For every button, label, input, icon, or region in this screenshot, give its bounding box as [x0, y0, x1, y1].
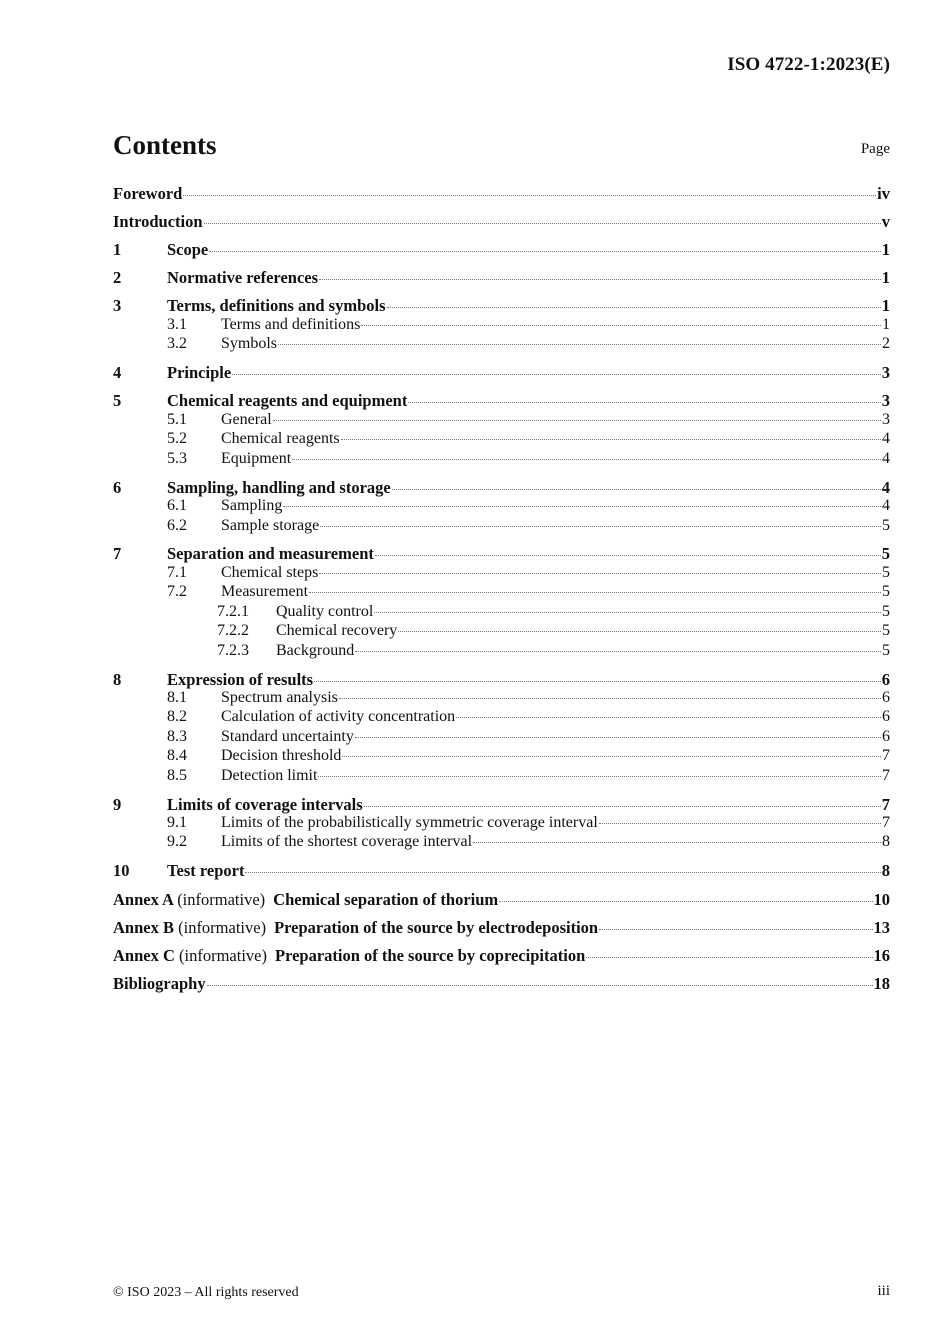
annex-type: (informative) — [178, 917, 267, 937]
toc-entry-number: 5.1 — [167, 410, 187, 428]
toc-entry-title[interactable]: Background — [276, 641, 355, 659]
toc-entry-title[interactable]: Introduction — [113, 212, 203, 232]
toc-entry-page[interactable]: 8 — [881, 861, 890, 881]
annex-title: Preparation of the source by electrodeposition — [274, 917, 599, 937]
toc-entry-title[interactable]: Chemical recovery — [276, 622, 398, 640]
toc-entry-number: 7.2.1 — [217, 602, 249, 620]
dot-leader — [318, 775, 881, 777]
annex-label: Annex B — [113, 917, 174, 937]
toc-entry[interactable] — [113, 296, 890, 316]
dot-leader — [387, 306, 881, 308]
dot-leader — [341, 438, 881, 440]
toc-entry-number: 10 — [113, 861, 130, 881]
toc-entry[interactable] — [113, 670, 890, 690]
toc-entry[interactable] — [113, 564, 890, 583]
annex-type: (informative) — [179, 945, 267, 965]
toc-entry[interactable] — [113, 430, 890, 449]
dot-leader — [319, 572, 881, 574]
toc-entry-page[interactable]: 5 — [882, 641, 890, 659]
dot-leader — [408, 401, 880, 403]
toc-entry-title[interactable]: Quality control — [276, 602, 374, 620]
toc-entry[interactable] — [113, 184, 890, 204]
toc-entry[interactable] — [113, 728, 890, 747]
toc-entry[interactable] — [113, 391, 890, 411]
toc-annex-title-group[interactable] — [113, 918, 598, 938]
toc-entry-number: 6.1 — [167, 497, 187, 515]
toc-entry-page[interactable]: 18 — [873, 973, 890, 993]
toc-entry[interactable] — [113, 603, 890, 622]
toc-entry-title[interactable]: Chemical steps — [221, 563, 319, 581]
toc-entry-page[interactable]: 4 — [882, 430, 890, 448]
dot-leader — [361, 324, 881, 326]
annex-label: Annex C — [113, 945, 175, 965]
toc-entry-title[interactable]: Chemical reagents — [221, 430, 340, 448]
toc-entry-title[interactable]: Limits of coverage intervals — [167, 794, 363, 814]
toc-annex-entry[interactable] — [113, 890, 890, 910]
dot-leader — [339, 697, 881, 699]
dot-leader — [245, 871, 880, 873]
dot-leader — [320, 525, 881, 527]
page-number: iii — [877, 1283, 890, 1299]
dot-leader — [599, 822, 881, 824]
toc-entry-page[interactable]: 10 — [873, 889, 890, 909]
toc-entry-page[interactable]: v — [881, 212, 890, 232]
toc-entry-title[interactable]: Normative references — [167, 268, 319, 288]
toc-entry-title[interactable]: Standard uncertainty — [221, 727, 354, 745]
toc-entry-title[interactable]: Bibliography — [113, 973, 206, 993]
toc-entry-number: 8.3 — [167, 727, 187, 745]
dot-leader — [204, 222, 881, 224]
annex-title: Chemical separation of thorium — [273, 889, 499, 909]
toc-entry[interactable] — [113, 814, 890, 833]
toc-entry-page[interactable]: 6 — [882, 727, 890, 745]
dot-leader — [398, 630, 881, 632]
dot-leader — [355, 736, 881, 738]
toc-entry-page[interactable]: 7 — [881, 794, 890, 814]
toc-entry-page[interactable]: 7 — [882, 814, 890, 832]
toc-entry[interactable] — [113, 583, 890, 602]
toc-entry[interactable] — [113, 747, 890, 766]
toc-entry-number: 9.2 — [167, 833, 187, 851]
dot-leader — [375, 554, 881, 556]
dot-leader — [183, 194, 876, 196]
toc-entry-page[interactable]: 5 — [882, 622, 890, 640]
toc-entry-page[interactable]: 16 — [873, 945, 890, 965]
table-of-contents — [113, 184, 890, 993]
toc-entry-page[interactable]: 7 — [882, 747, 890, 765]
toc-entry[interactable] — [113, 767, 890, 786]
toc-entry[interactable] — [113, 240, 890, 260]
toc-entry[interactable] — [113, 861, 890, 881]
toc-entry-title[interactable]: Test report — [167, 861, 245, 881]
toc-entry-page[interactable]: 6 — [882, 708, 890, 726]
dot-leader — [232, 373, 881, 375]
toc-entry-number: 3.1 — [167, 315, 187, 333]
toc-entry-page[interactable]: 5 — [881, 544, 890, 564]
toc-entry-title[interactable]: Chemical reagents and equipment — [167, 391, 408, 411]
toc-entry-number: 1 — [113, 240, 122, 260]
toc-entry[interactable] — [113, 363, 890, 383]
toc-entry[interactable] — [113, 642, 890, 661]
toc-entry[interactable] — [113, 795, 890, 815]
toc-entry-title[interactable]: Measurement — [221, 583, 309, 601]
dot-leader — [283, 505, 881, 507]
toc-entry-number: 6 — [113, 477, 122, 497]
dot-leader — [207, 984, 873, 986]
toc-entry[interactable] — [113, 450, 890, 469]
toc-entry-page[interactable]: 13 — [873, 917, 890, 937]
annex-label: Annex A — [113, 889, 174, 909]
annex-title: Preparation of the source by coprecipitation — [274, 945, 586, 965]
toc-entry-page[interactable]: 4 — [882, 497, 890, 515]
dot-leader — [473, 841, 881, 843]
toc-entry-number: 7 — [113, 544, 122, 564]
toc-entry-title[interactable]: Sampling — [221, 497, 283, 515]
document-id: ISO 4722-1:2023(E) — [727, 54, 890, 75]
toc-bibliography-entry[interactable] — [113, 974, 890, 994]
toc-entry-title[interactable]: Limits of the probabilistically symmetric coverage interval — [221, 814, 598, 832]
toc-entry-number: 7.2 — [167, 583, 187, 601]
toc-entry-title[interactable]: Terms, definitions and symbols — [167, 296, 386, 316]
dot-leader — [314, 680, 881, 682]
toc-entry-title[interactable]: Spectrum analysis — [221, 689, 338, 707]
toc-entry-number: 5 — [113, 391, 122, 411]
toc-entry-page[interactable]: 1 — [882, 315, 890, 333]
toc-entry[interactable] — [113, 689, 890, 708]
toc-entry-number: 8.5 — [167, 766, 187, 784]
toc-entry-title[interactable]: Scope — [167, 240, 209, 260]
dot-leader — [355, 650, 881, 652]
toc-entry-page[interactable]: 1 — [881, 240, 890, 260]
toc-entry[interactable] — [113, 268, 890, 288]
dot-leader — [273, 419, 881, 421]
dot-leader — [499, 900, 872, 902]
dot-leader — [342, 755, 881, 757]
toc-entry-page[interactable]: 2 — [882, 335, 890, 353]
toc-entry-title[interactable]: General — [221, 410, 272, 428]
toc-annex-title-group[interactable] — [113, 890, 498, 910]
toc-entry-page[interactable]: 6 — [881, 669, 890, 689]
toc-entry[interactable] — [113, 335, 890, 354]
toc-entry[interactable] — [113, 497, 890, 516]
toc-entry-title[interactable]: Separation and measurement — [167, 544, 374, 564]
toc-entry-number: 9.1 — [167, 814, 187, 832]
toc-entry-title[interactable]: Detection limit — [221, 766, 318, 784]
toc-entry-number: 3.2 — [167, 335, 187, 353]
toc-entry-title[interactable]: Principle — [167, 363, 232, 383]
toc-entry-title[interactable]: Sampling, handling and storage — [167, 477, 391, 497]
toc-entry-page[interactable]: iv — [877, 184, 890, 203]
toc-entry-number: 5.2 — [167, 430, 187, 448]
toc-entry[interactable] — [113, 708, 890, 727]
toc-entry-number: 7.2.2 — [217, 622, 249, 640]
toc-entry-title[interactable]: Sample storage — [221, 516, 320, 534]
toc-entry-number: 2 — [113, 268, 122, 288]
toc-entry-page[interactable]: 4 — [882, 449, 890, 467]
toc-entry-number: 3 — [113, 296, 122, 316]
annex-type: (informative) — [177, 889, 266, 909]
toc-entry-page[interactable]: 5 — [882, 583, 890, 601]
dot-leader — [209, 250, 881, 252]
dot-leader — [374, 611, 881, 613]
toc-entry-page[interactable]: 1 — [881, 296, 890, 316]
toc-entry[interactable] — [113, 622, 890, 641]
dot-leader — [456, 716, 881, 718]
toc-entry-page[interactable]: 5 — [882, 563, 890, 581]
dot-leader — [278, 343, 881, 345]
dot-leader — [319, 278, 881, 280]
toc-entry-number: 8.4 — [167, 747, 187, 765]
toc-entry-number: 7.2.3 — [217, 641, 249, 659]
toc-entry-page[interactable]: 5 — [882, 516, 890, 534]
toc-entry[interactable] — [113, 517, 890, 536]
toc-entry-number: 9 — [113, 794, 122, 814]
toc-entry-title[interactable]: Equipment — [221, 449, 292, 467]
copyright-notice: © ISO 2023 – All rights reserved — [113, 1285, 299, 1300]
toc-entry-page[interactable]: 7 — [882, 766, 890, 784]
dot-leader — [599, 928, 872, 930]
page-column-label: Page — [860, 141, 890, 157]
toc-entry[interactable] — [113, 544, 890, 564]
toc-entry-number: 4 — [113, 363, 122, 383]
toc-entry-number: 8.1 — [167, 689, 187, 707]
dot-leader — [309, 591, 881, 593]
toc-entry[interactable] — [113, 316, 890, 335]
toc-annex-entry[interactable] — [113, 946, 890, 966]
toc-entry-page[interactable]: 4 — [881, 477, 890, 497]
toc-entry-title[interactable]: Terms and definitions — [221, 315, 361, 333]
toc-entry-page[interactable]: 6 — [882, 689, 890, 707]
toc-entry-page[interactable]: 8 — [882, 833, 890, 851]
dot-leader — [292, 458, 881, 460]
toc-entry-page[interactable]: 3 — [882, 410, 890, 428]
dot-leader — [364, 805, 881, 807]
toc-entry-number: 8.2 — [167, 708, 187, 726]
toc-entry-page[interactable]: 1 — [881, 268, 890, 288]
toc-entry-number: 6.2 — [167, 516, 187, 534]
toc-entry-title[interactable]: Calculation of activity concentration — [221, 708, 456, 726]
toc-entry-title[interactable]: Symbols — [221, 335, 278, 353]
toc-annex-title-group[interactable] — [113, 946, 585, 966]
toc-entry-number: 5.3 — [167, 449, 187, 467]
toc-entry-number: 8 — [113, 669, 122, 689]
toc-entry-number: 7.1 — [167, 563, 187, 581]
toc-entry-page[interactable]: 5 — [882, 602, 890, 620]
dot-leader — [392, 488, 881, 490]
toc-entry-title[interactable]: Expression of results — [167, 669, 314, 689]
toc-entry[interactable] — [113, 478, 890, 498]
toc-entry-page[interactable]: 3 — [881, 391, 890, 411]
toc-entry-page[interactable]: 3 — [881, 363, 890, 383]
toc-entry-title[interactable]: Decision threshold — [221, 747, 342, 765]
toc-annex-entry[interactable] — [113, 918, 890, 938]
toc-entry-title[interactable]: Foreword — [113, 184, 183, 203]
toc-entry-title[interactable]: Limits of the shortest coverage interval — [221, 833, 473, 851]
toc-entry[interactable] — [113, 833, 890, 852]
dot-leader — [586, 956, 872, 958]
toc-entry[interactable] — [113, 212, 890, 232]
toc-entry[interactable] — [113, 411, 890, 430]
contents-title: Contents — [113, 130, 217, 160]
